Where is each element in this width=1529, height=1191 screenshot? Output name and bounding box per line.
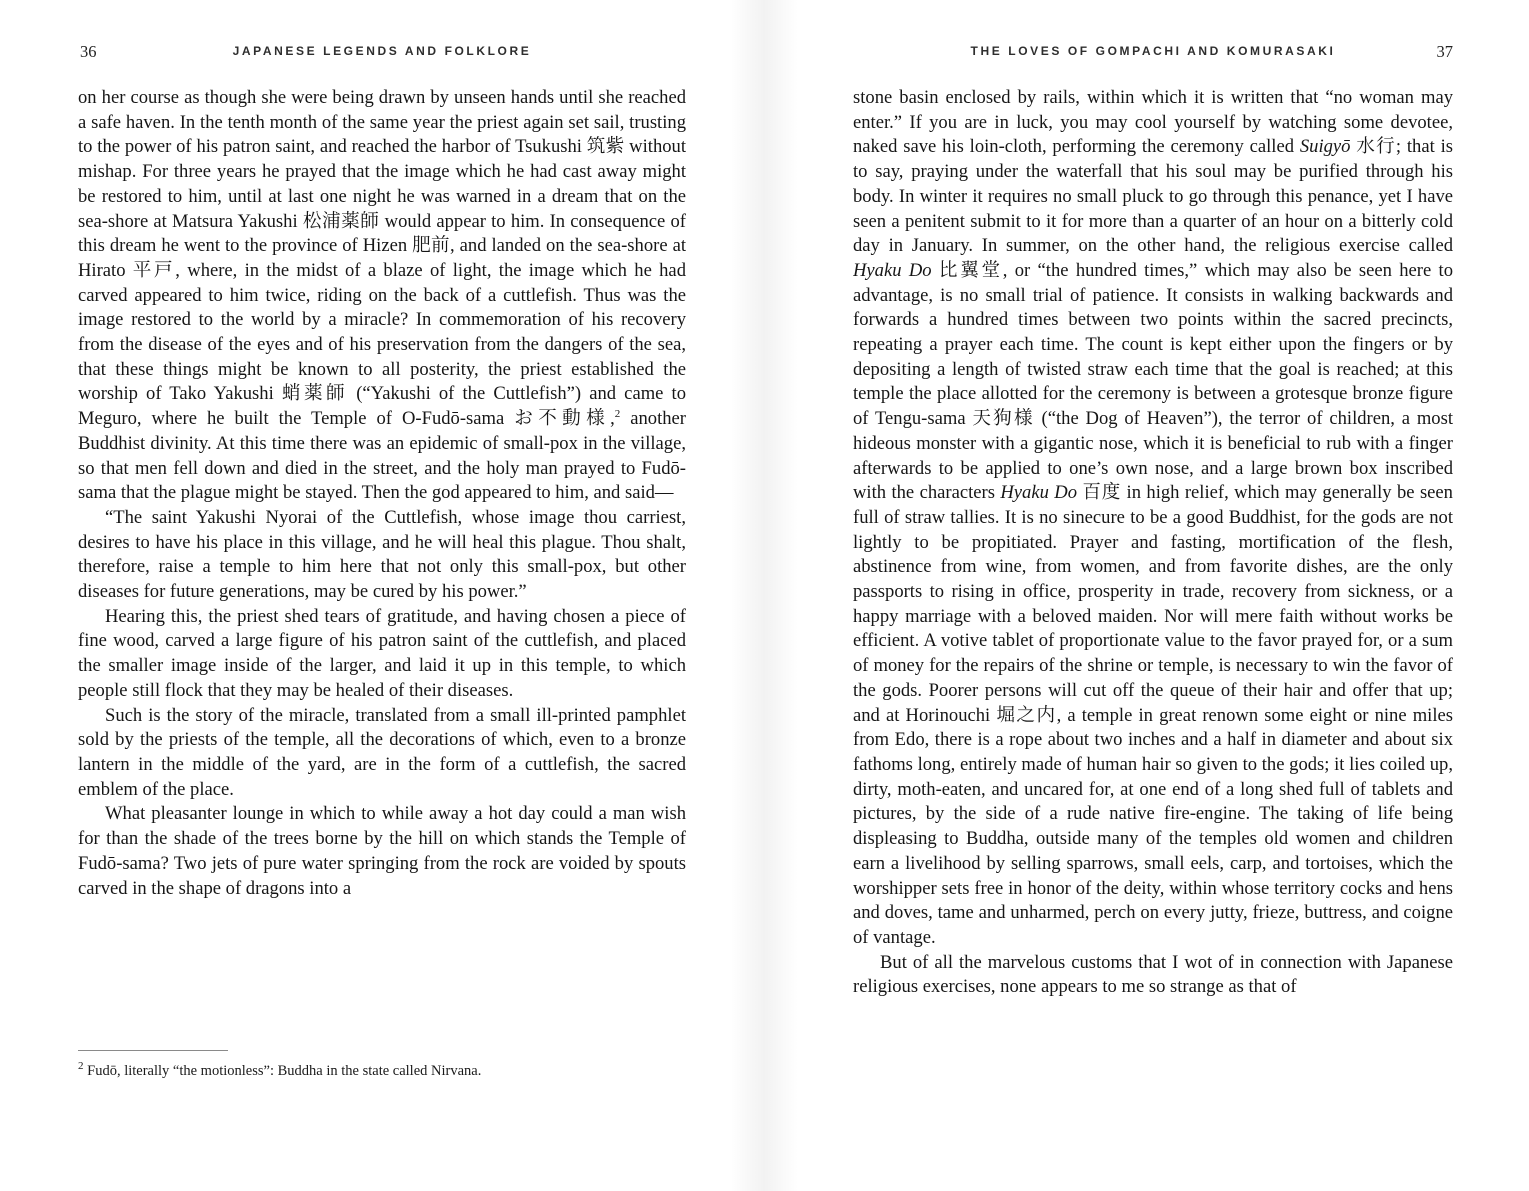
running-head-left: [78, 44, 686, 64]
paragraph: on her course as though she were being drawn by unseen hands until she reached a safe haven. In the tenth month of the same year the priest again set sail, trusting to the power of his patron saint, and reached the harbor of Tsukushi 筑紫 without mishap. For three years he prayed that the image which he had cast away might be restored to him, until at last one night he was warned in a dream that on the sea-shore at Matsura Yakushi 松浦薬師 would appear to him. In consequence of this dream he went to the province of Hizen 肥前, and landed on the sea-shore at Hirato 平戸, where, in the midst of a blaze of light, the image which he had carved appeared to him twice, riding on the back of a cuttlefish. Thus was the image restored to the world by a miracle? In commemoration of his recovery from the disease of the eyes and of his preservation from the dangers of the sea, that these things might be known to all posterity, the priest established the worship of Tako Yakushi 蛸薬師 (“Yakushi of the Cuttlefish”) and came to Meguro, where he built the Temple of O-Fudō-sama お不動様,$^2$ another Buddhist divinity. At this time there was an epidemic of small-pox in the village, so that men fell down and died in the street, and the holy man prayed to Fudō-sama that the plague might be stayed. Then the god appeared to him, and said—: [78, 87, 686, 504]
paragraph: But of all the marvelous customs that I wot of in connection with Japanese religious exercises, none appears to me so strange as that of: [853, 951, 1453, 998]
footnote-text: $^2$ Fudō, literally “the motionless”: Buddha in the state called Nirvana.: [78, 1060, 482, 1079]
paragraph: Hearing this, the priest shed tears of gratitude, and having chosen a piece of fine wood, carved a large figure of his patron saint of the cuttlefish, and placed the smaller image inside of the larger, and laid it up in this temple, to which people still flock that they may be healed of their diseases.: [78, 605, 686, 701]
running-title-left: JAPANESE LEGENDS AND FOLKLORE: [232, 44, 532, 58]
page-left: [0, 0, 764, 1191]
paragraph: “The saint Yakushi Nyorai of the Cuttlefish, whose image thou carriest, desires to have his place in this village, and he will heal this plague. Thou shalt, therefore, raise a temple to him here that not only this small-pox, but other diseases for future generations, may be cured by his power.”: [78, 506, 686, 603]
left-page-body: [78, 86, 686, 1045]
paragraph: stone basin enclosed by rails, within which it is written that “no woman may enter.” If you are in luck, you may cool yourself by watching some devotee, naked save his loin-cloth, performing the ceremony called Suigyō 水行; that is to say, praying under the waterfall that his soul may be purified through his body. In winter it requires no small pluck to go through this penance, yet I have seen a penitent submit to it for more than a quarter of an hour on a bitterly cold day in January. In summer, on the other hand, the religious exercise called Hyaku Do 比翼堂, or “the hundred times,” which may also be seen here to advantage, is no small trial of patience. It consists in walking backwards and forwards a hundred times between two points within the sacred precincts, repeating a prayer each time. The count is kept either upon the fingers or by depositing a length of twisted straw each time that the goal is reached; at this temple the place allotted for the ceremony is between a grotesque bronze figure of Tengu-sama 天狗様 (“the Dog of Heaven”), the terror of children, a most hideous monster with a gigantic nose, which it is beneficial to rub with a finger afterwards to be applied to one’s own nose, and a large brown box inscribed with the characters Hyaku Do 百度 in high relief, which may generally be seen full of straw tallies. It is no sinecure to be a good Buddhist, for the gods are not lightly to be propitiated. Prayer and fasting, mortification of the flesh, abstinence from wine, from women, and from favorite dishes, are the only passports to rising in office, prosperity in trade, recovery from sickness, or a happy marriage with a beloved maiden. Nor will mere faith without works be efficient. A votive tablet of proportionate value to the favor prayed for, or a sum of money for the repairs of the shrine or temple, is necessary to win the favor of the gods. Poorer persons will cut off the queue of their hair and offer that up; and at Horinouchi 堀之内, a temple in great renown some eight or nine miles from Edo, there is a rope about two inches and a half in diameter and about six fathoms long, entirely made of human hair so given to the gods; it lies coiled up, dirty, moth-eaten, and uncared for, at one end of a long shed full of tablets and pictures, by the side of a rude native fire-engine. The taking of life being displeasing to Buddha, outside many of the temples old women and children earn a livelihood by selling sparrows, small eels, carp, and tortoises, which the worshipper sets free in honor of the deity, within whose territory cocks and hens and doves, tame and unharmed, perch on every jutty, frieze, buttress, and coigne of vantage.: [853, 87, 1453, 948]
footnote-rule: [78, 1050, 228, 1051]
page-number-left: 36: [80, 42, 97, 61]
paragraph: What pleasanter lounge in which to while away a hot day could a man wish for than the shade of the trees borne by the hill on which stands the Temple of Fudō-sama? Two jets of pure water springing from the rock are voided by spouts carved in the shape of dragons into a: [78, 803, 686, 899]
right-page-body: [853, 86, 1453, 1113]
running-head-right: [853, 44, 1453, 64]
page-number-right: 37: [1436, 42, 1453, 61]
footnote-area: [78, 1050, 686, 1081]
running-title-right: THE LOVES OF GOMPACHI AND KOMURASAKI: [970, 44, 1336, 58]
page-right: [765, 0, 1529, 1191]
paragraph: Such is the story of the miracle, translated from a small ill-printed pamphlet sold by the priests of the temple, all the decorations of which, even to a bronze lantern in the middle of the yard, are in the form of a cuttlefish, the sacred emblem of the place.: [78, 704, 686, 800]
